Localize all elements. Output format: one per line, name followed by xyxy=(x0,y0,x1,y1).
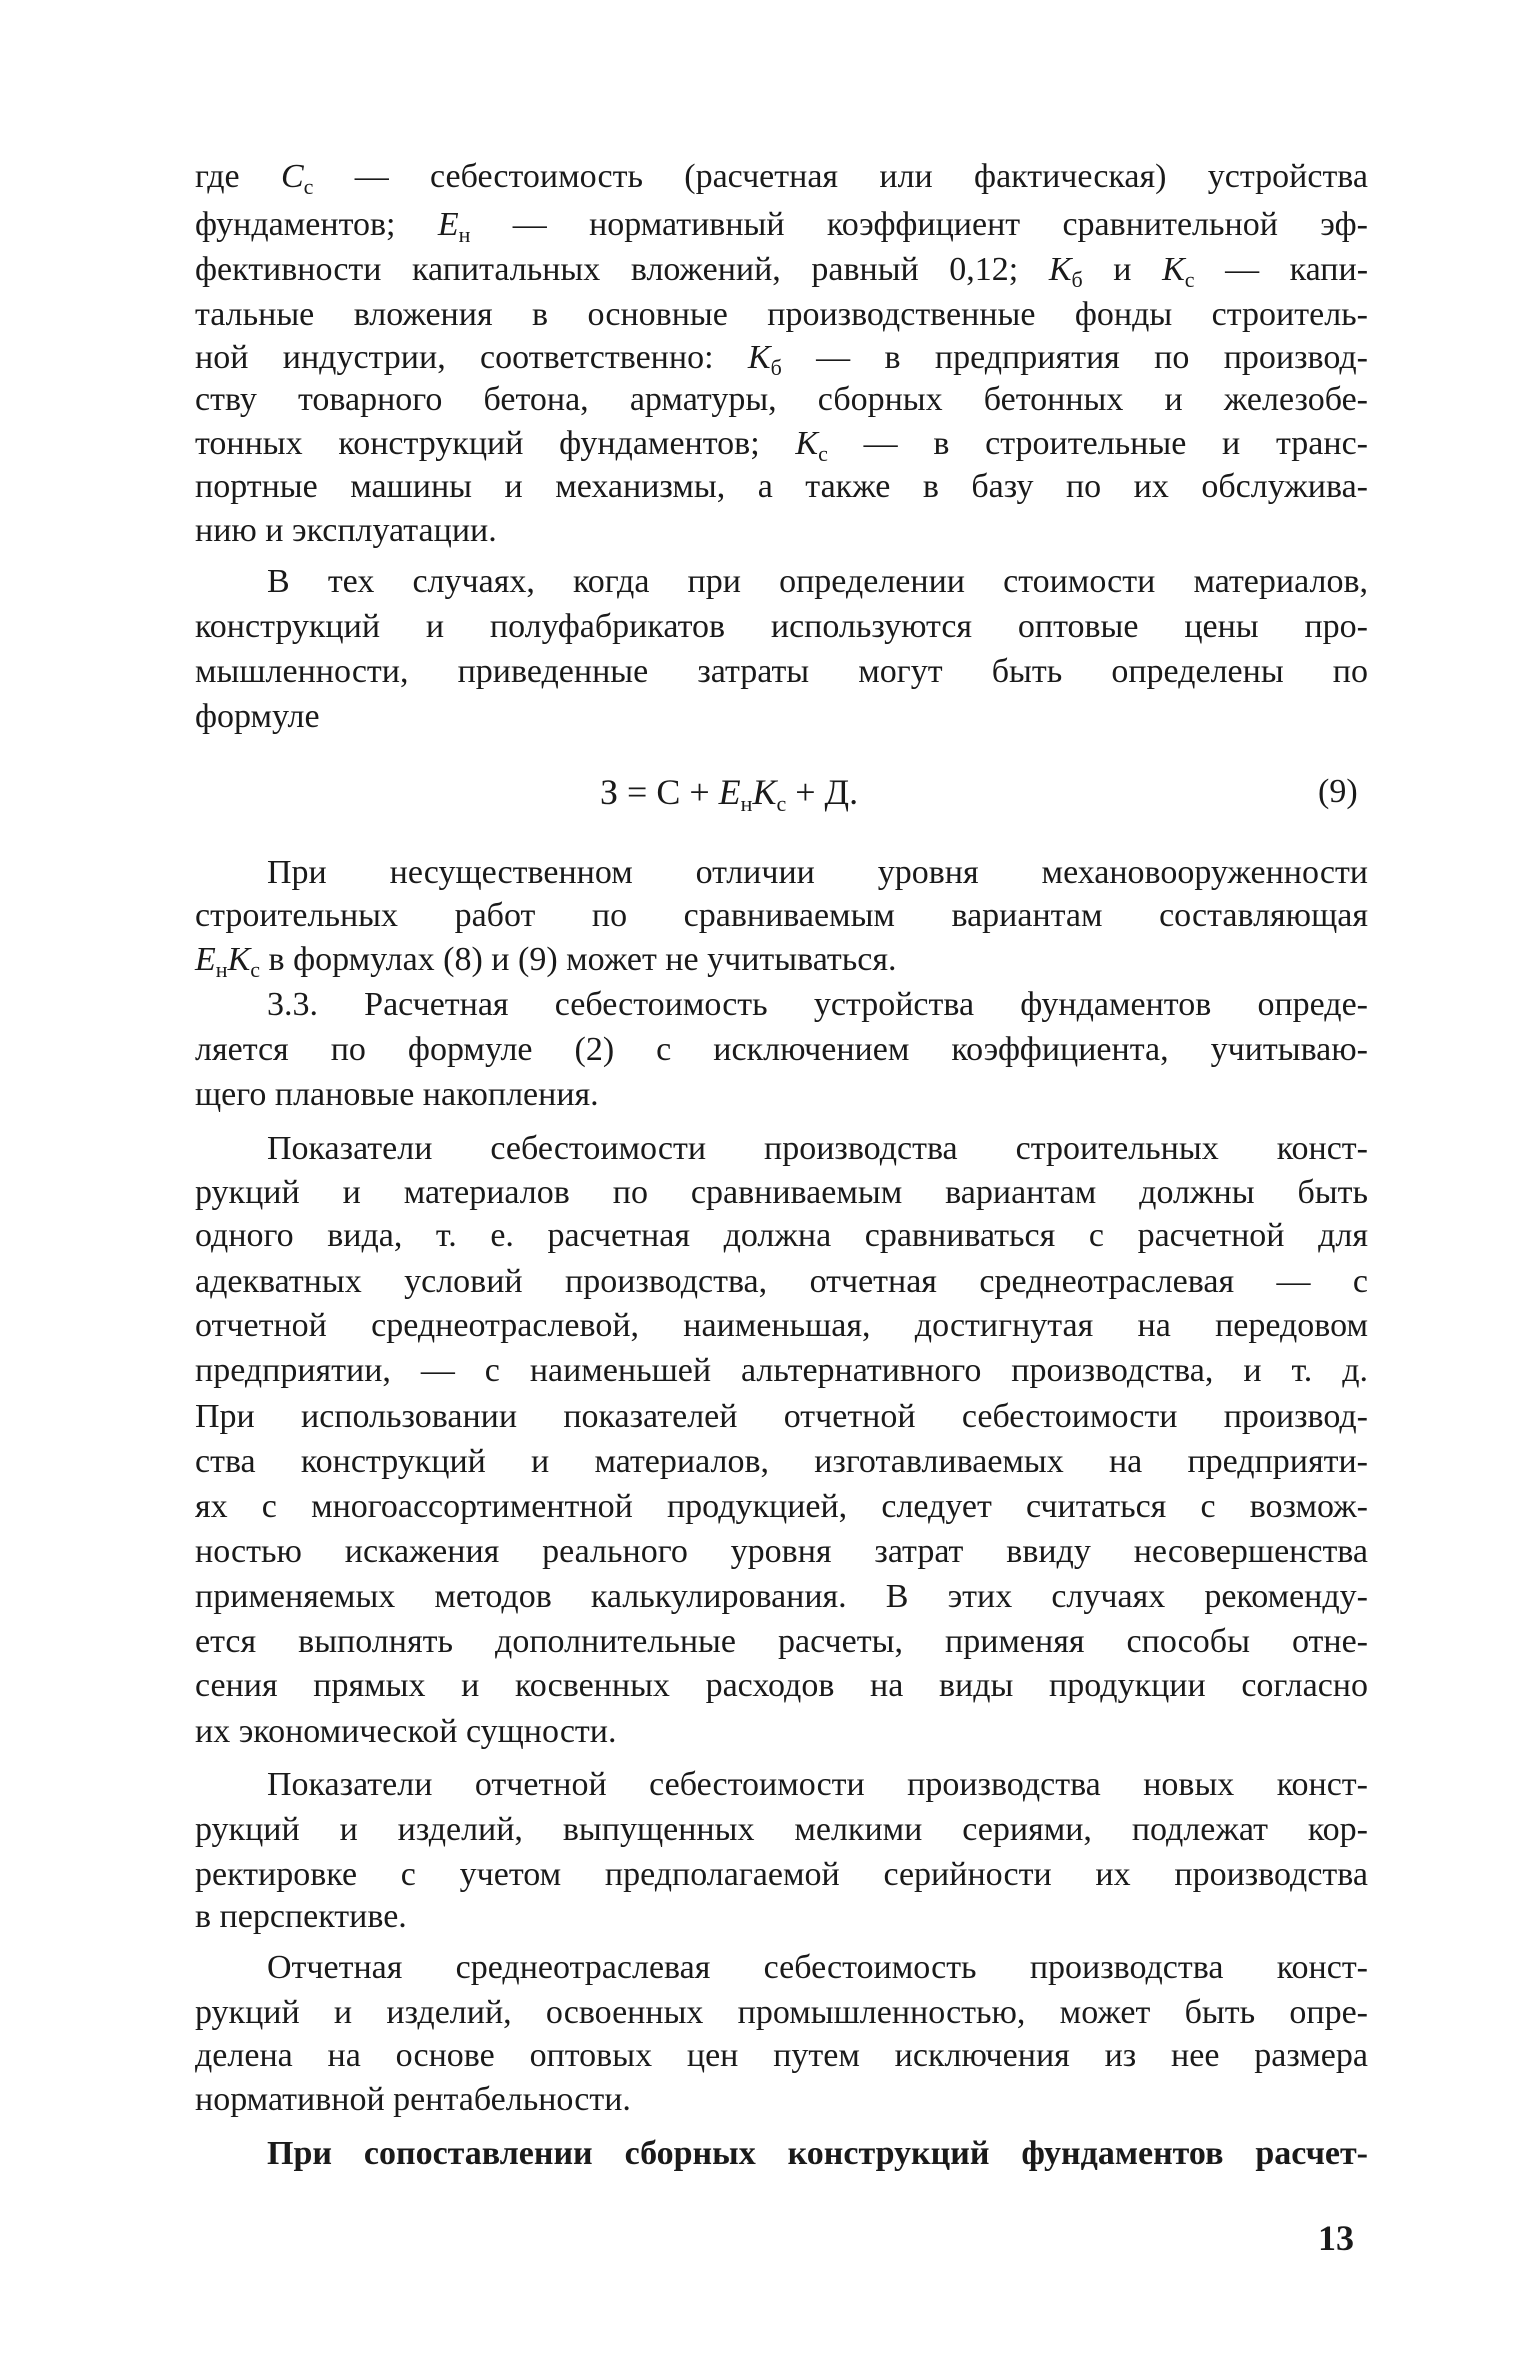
text-line: рукций и изделий, выпущенных мелкими сериями, подлежат кор- xyxy=(195,1811,1368,1848)
text-line: применяемых методов калькулирования. В этих случаях рекоменду- xyxy=(195,1578,1368,1615)
text-line: При сопоставлении сборных конструкций фундаментов расчет- xyxy=(267,2135,1368,2172)
text-line: 3.3. Расчетная себестоимость устройства фундаментов опреде- xyxy=(267,986,1368,1023)
text-line: формуле xyxy=(195,698,320,735)
math-symbol: $E_н$ xyxy=(195,941,228,982)
math-symbol: $K_с$ xyxy=(227,941,261,982)
text-line: Показатели себестоимости производства строительных конст- xyxy=(267,1130,1368,1167)
text-line: ной индустрии, соответственно: $K_б$ — в предприятия по производ- xyxy=(195,339,1368,380)
math-symbol: $K_с$ xyxy=(795,425,828,466)
text-line: в перспективе. xyxy=(195,1898,407,1935)
subscript: с xyxy=(776,791,787,816)
text-line: При использовании показателей отчетной себестоимости производ- xyxy=(195,1398,1368,1435)
text-line: тальные вложения в основные производственные фонды строитель- xyxy=(195,296,1368,333)
subscript: с xyxy=(303,174,314,199)
text-line: ется выполнять дополнительные расчеты, применяя способы отне- xyxy=(195,1623,1368,1660)
text-line: ях с многоассортиментной продукцией, следует считаться с возмож- xyxy=(195,1488,1368,1525)
subscript: н xyxy=(458,222,471,247)
text-line: где $C_с$ — себестоимость (расчетная или фактическая) устройства xyxy=(195,158,1368,199)
math-symbol: $K_б$ xyxy=(747,339,782,380)
text-line: тонных конструкций фундаментов; $K_с$ — в строительные и транс- xyxy=(195,425,1368,466)
math-symbol: $K_б$ xyxy=(1048,251,1083,292)
text-line: мышленности, приведенные затраты могут быть определены по xyxy=(195,653,1368,690)
text-line: их экономической сущности. xyxy=(195,1713,617,1750)
text-line: щего плановые накопления. xyxy=(195,1076,599,1113)
text-line: делена на основе оптовых цен путем исключения из нее размера xyxy=(195,2037,1368,2074)
text-line: При несущественном отличии уровня механовооруженности xyxy=(267,854,1368,891)
subscript: с xyxy=(818,441,828,466)
text-line: ству товарного бетона, арматуры, сборных бетонных и железобе- xyxy=(195,381,1368,418)
subscript: б xyxy=(770,355,782,380)
math-symbol: $K_с$ xyxy=(1162,251,1195,292)
text-line: $E_нK_с$ в формулах (8) и (9) может не учитываться. xyxy=(195,941,897,982)
text-line: адекватных условий производства, отчетная среднеотраслевая — с xyxy=(195,1263,1368,1300)
text-line: фективности капитальных вложений, равный 0,12; $K_б$ и $K_с$ — капи- xyxy=(195,251,1369,292)
subscript: с xyxy=(250,957,261,982)
subscript: н xyxy=(215,957,228,982)
subscript: н xyxy=(740,791,753,816)
text-line: Отчетная среднеотраслевая себестоимость производства конст- xyxy=(267,1949,1368,1986)
text-line: портные машины и механизмы, а также в базу по их обслужива- xyxy=(195,468,1368,505)
math-symbol: $K_с$ xyxy=(752,772,787,816)
text-line: ректировке с учетом предполагаемой серийности их производства xyxy=(195,1856,1368,1893)
text-line: рукций и изделий, освоенных промышленностью, может быть опре- xyxy=(195,1994,1368,2031)
text-line: ностью искажения реального уровня затрат ввиду несовершенства xyxy=(195,1533,1368,1570)
formula-number: (9) xyxy=(1318,773,1358,810)
math-symbol: $C_с$ xyxy=(280,158,314,199)
text-line: строительных работ по сравниваемым вариантам составляющая xyxy=(195,897,1368,934)
subscript: б xyxy=(1071,267,1083,292)
text-line: рукций и материалов по сравниваемым вариантам должны быть xyxy=(195,1174,1368,1211)
math-symbol: $E_н$ xyxy=(437,206,471,247)
text-line: одного вида, т. е. расчетная должна сравниваться с расчетной для xyxy=(195,1217,1368,1254)
text-line: предприятии, — с наименьшей альтернативного производства, и т. д. xyxy=(195,1352,1368,1389)
text-line: отчетной среднеотраслевой, наименьшая, достигнутая на передовом xyxy=(195,1307,1368,1344)
text-line: В тех случаях, когда при определении стоимости материалов, xyxy=(267,563,1368,600)
math-symbol: $E_н$ xyxy=(718,772,753,816)
text-line: Показатели отчетной себестоимости производства новых конст- xyxy=(267,1766,1368,1803)
page-number: 13 xyxy=(1318,2218,1354,2258)
text-line: сения прямых и косвенных расходов на виды продукции согласно xyxy=(195,1667,1368,1704)
text-line: ства конструкций и материалов, изготавливаемых на предприяти- xyxy=(195,1443,1368,1480)
text-line: ляется по формуле (2) с исключением коэффициента, учитываю- xyxy=(195,1031,1368,1068)
text-line: фундаментов; $E_н$ — нормативный коэффициент сравнительной эф- xyxy=(195,206,1368,247)
text-line: нормативной рентабельности. xyxy=(195,2081,631,2118)
subscript: с xyxy=(1184,267,1195,292)
text-line: нию и эксплуатации. xyxy=(195,512,497,549)
formula-9: $З = C + E_нK_с + Д$. xyxy=(600,772,859,816)
text-line: конструкций и полуфабрикатов используются оптовые цены про- xyxy=(195,608,1368,645)
